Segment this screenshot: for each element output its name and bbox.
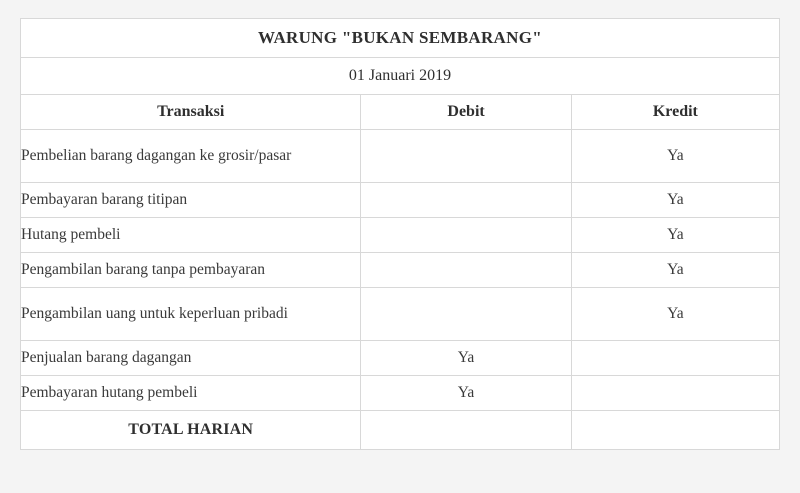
row-transaction-label: Pembelian barang dagangan ke grosir/pasar [21,130,361,183]
table-row [21,253,780,288]
table-total-row [21,411,780,450]
row-credit-mark: Ya [571,130,779,183]
row-debit-mark [361,288,571,341]
total-label: TOTAL HARIAN [21,411,361,450]
row-debit-mark [361,130,571,183]
table-row [21,183,780,218]
total-credit-value [571,411,779,450]
table-row [21,218,780,253]
table-row [21,288,780,341]
row-transaction-label: Penjualan barang dagangan [21,341,361,376]
row-debit-mark: Ya [361,376,571,411]
column-header-debit: Debit [361,95,571,130]
table-title-row [21,19,780,58]
daily-ledger-table [20,18,780,450]
row-debit-mark [361,218,571,253]
row-credit-mark: Ya [571,218,779,253]
table-date-row [21,58,780,95]
row-debit-mark: Ya [361,341,571,376]
row-credit-mark: Ya [571,253,779,288]
table-header-row [21,95,780,130]
row-transaction-label: Hutang pembeli [21,218,361,253]
row-debit-mark [361,253,571,288]
row-credit-mark [571,376,779,411]
row-credit-mark: Ya [571,288,779,341]
row-transaction-label: Pembayaran hutang pembeli [21,376,361,411]
table-row [21,376,780,411]
document-title: WARUNG "BUKAN SEMBARANG" [21,19,780,58]
total-debit-value [361,411,571,450]
row-transaction-label: Pembayaran barang titipan [21,183,361,218]
column-header-transaction: Transaksi [21,95,361,130]
row-transaction-label: Pengambilan barang tanpa pembayaran [21,253,361,288]
row-credit-mark [571,341,779,376]
table-row [21,341,780,376]
row-transaction-label: Pengambilan uang untuk keperluan pribadi [21,288,361,341]
column-header-credit: Kredit [571,95,779,130]
table-row [21,130,780,183]
row-credit-mark: Ya [571,183,779,218]
document-date: 01 Januari 2019 [21,58,780,95]
row-debit-mark [361,183,571,218]
